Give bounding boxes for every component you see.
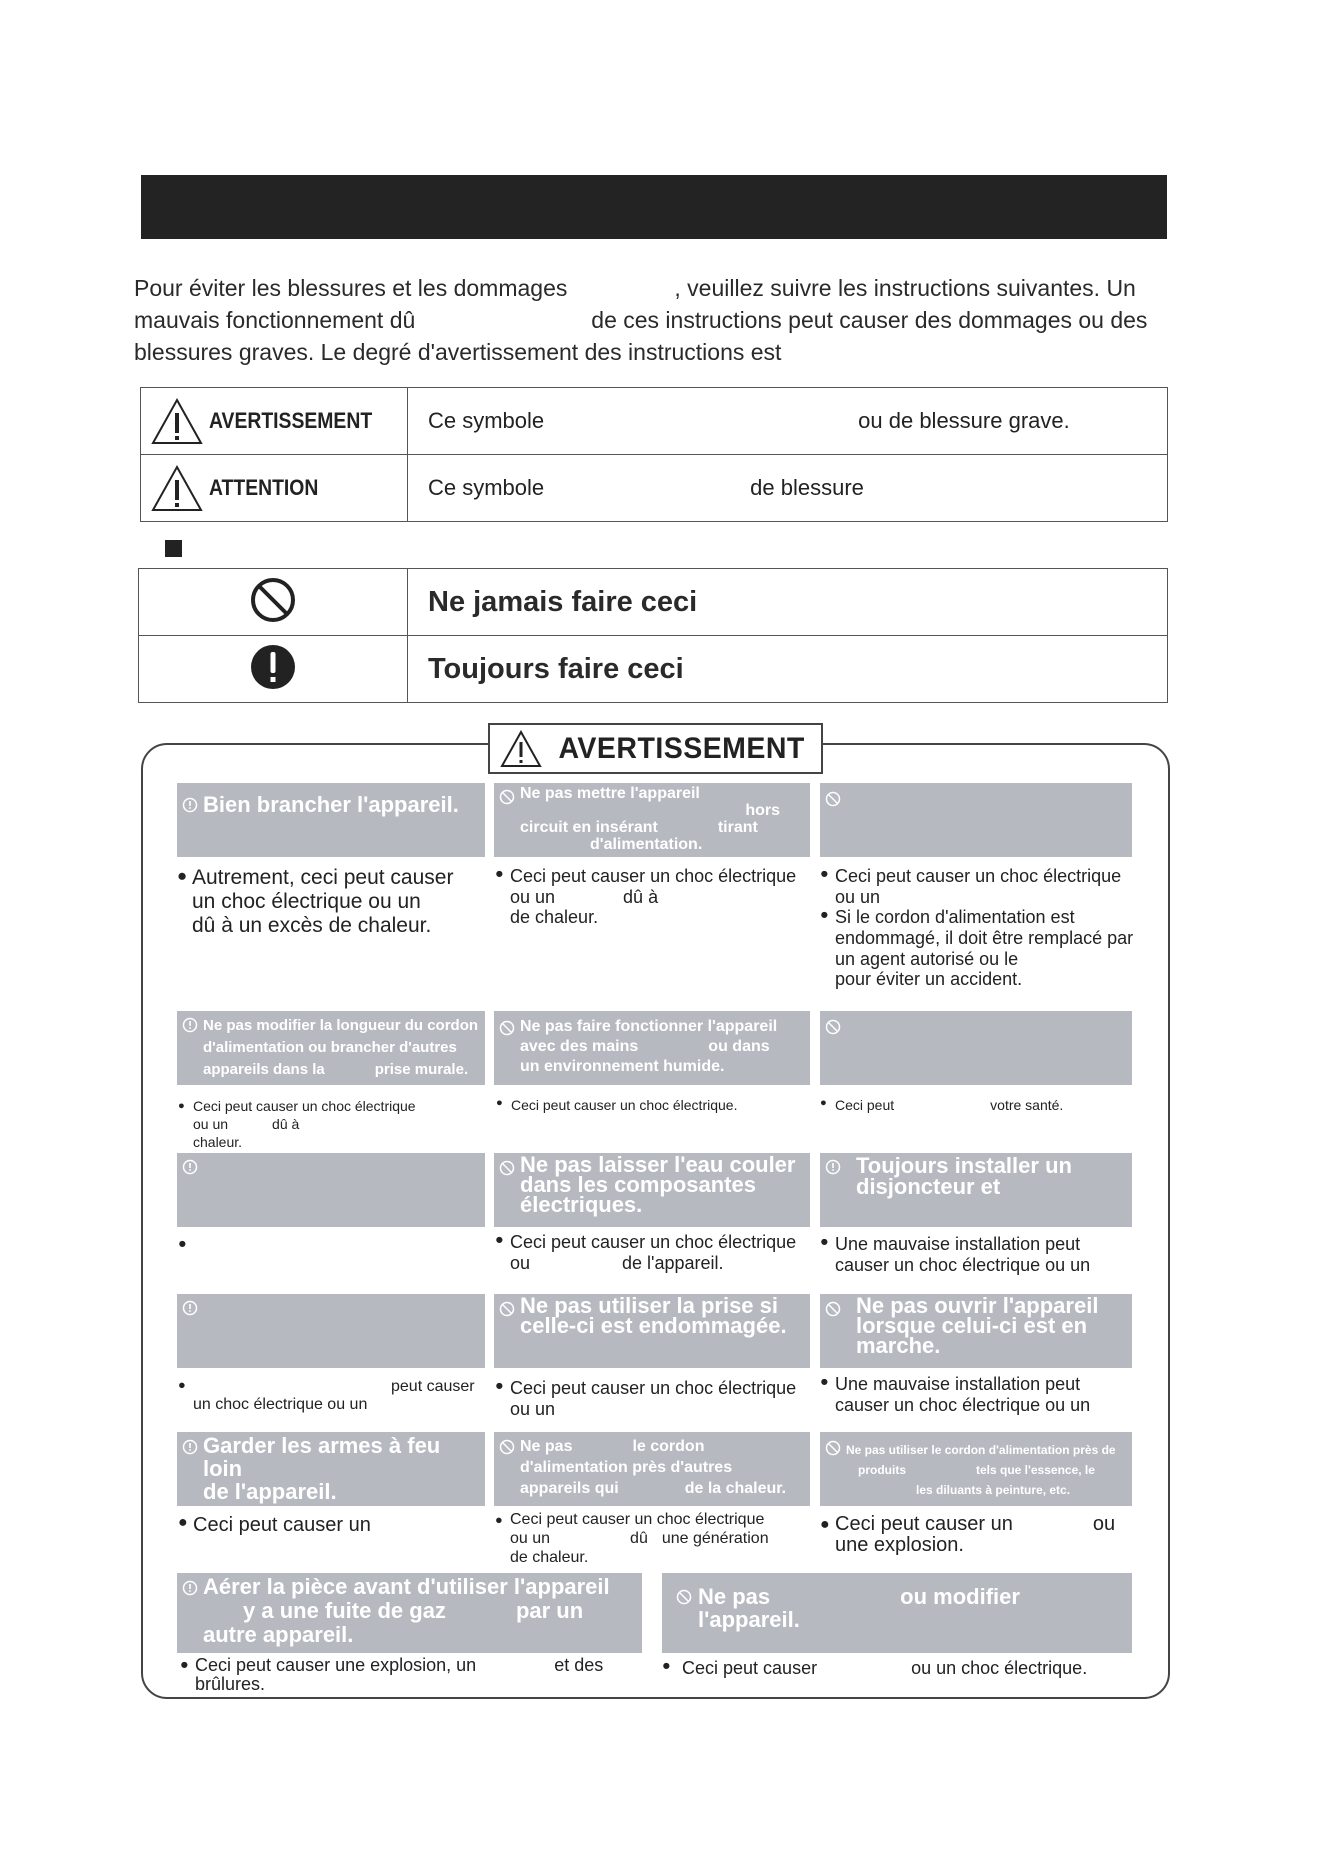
box-text: par un	[515, 1598, 584, 1623]
box-text: ou dans	[708, 1038, 770, 1055]
desc-text: Une mauvaise installation peut causer un choc électrique ou un	[835, 1374, 1091, 1415]
desc-text: brûlures.	[195, 1674, 266, 1694]
box-text: Ne pas utiliser la prise si	[520, 1294, 779, 1318]
desc-text: Autrement, ceci peut causer un choc électrique ou un	[192, 866, 454, 914]
symbol-text: Ne jamais faire ceci	[408, 569, 1168, 636]
mandatory-outline-icon	[182, 1017, 198, 1033]
desc-text: dû	[630, 1530, 648, 1547]
box-text: appareils qui	[520, 1480, 619, 1497]
prohibited-icon	[499, 1160, 515, 1176]
warning-desc	[178, 1378, 488, 1415]
warning-desc	[180, 1656, 640, 1694]
box-text: d'alimentation.	[590, 836, 703, 853]
box-text: produits	[858, 1463, 906, 1477]
desc-text: ou un	[510, 1398, 556, 1419]
warning-title-text: AVERTISSEMENT	[558, 731, 805, 765]
symbol-text: Toujours faire ceci	[408, 636, 1168, 703]
desc-text: Ceci peut causer un choc électrique	[510, 1378, 797, 1398]
level-text: de blessure	[750, 475, 864, 500]
desc-text: Ceci peut causer	[682, 1658, 818, 1678]
warning-desc	[496, 1097, 810, 1113]
box-text: hors	[745, 802, 780, 819]
box-text: ou modifier l'appareil.	[698, 1584, 1020, 1633]
box-text: électriques.	[520, 1192, 643, 1217]
desc-text: ou un	[193, 1116, 229, 1132]
desc-text: ou un	[510, 1530, 551, 1547]
desc-text: chaleur.	[193, 1134, 243, 1150]
desc-text: de chaleur.	[510, 1549, 589, 1566]
box-text: les diluants à peinture, etc.	[916, 1483, 1071, 1497]
box-text: dans les composantes	[520, 1172, 756, 1197]
desc-text: ou un	[510, 886, 556, 907]
desc-text: une explosion.	[835, 1534, 964, 1556]
desc-text: une génération	[661, 1530, 769, 1547]
desc-text: Ceci peut	[835, 1097, 895, 1113]
prohibited-icon	[825, 1440, 841, 1456]
desc-text: Ceci peut causer un choc électrique	[510, 866, 797, 886]
desc-text: et des	[554, 1655, 604, 1675]
level-text: ou de blessure grave.	[858, 408, 1070, 433]
warning-triangle-icon	[151, 397, 203, 445]
prohibited-icon	[499, 1020, 515, 1036]
mandatory-outline-icon	[182, 1439, 198, 1455]
bullet-square	[165, 540, 182, 557]
box-text: marche.	[856, 1333, 941, 1358]
prohibited-icon	[499, 1301, 515, 1317]
warning-desc	[178, 1097, 478, 1151]
prohibited-icon	[249, 576, 297, 624]
warning-box	[494, 1294, 810, 1368]
warning-box	[177, 1573, 642, 1653]
box-text: autre appareil.	[203, 1622, 354, 1647]
level-name: ATTENTION	[209, 475, 319, 500]
desc-text: Ceci peut causer un	[835, 1513, 1013, 1535]
warning-desc	[495, 1378, 815, 1419]
level-text: Ce symbole	[428, 408, 545, 433]
desc-text: pour éviter un accident.	[835, 969, 1023, 990]
box-text: Ne pas laisser l'eau couler	[520, 1153, 796, 1177]
box-text: prise murale.	[374, 1061, 469, 1078]
desc-text: ou un	[835, 886, 881, 907]
warning-box	[662, 1573, 1132, 1653]
box-text: Ne pas ouvrir l'appareil	[856, 1294, 1099, 1318]
warning-box	[820, 1011, 1132, 1085]
desc-text: Si le cordon d'alimentation est endommagé, il doit être remplacé par un agent autorisé ou le	[835, 907, 1134, 969]
warning-desc	[820, 866, 1134, 990]
box-text: tirant	[717, 819, 758, 836]
warning-desc	[820, 1374, 1134, 1415]
intro-text: blessures graves. Le degré d'avertissement des instructions est	[134, 339, 782, 365]
warning-box	[494, 1011, 810, 1085]
warning-box	[820, 783, 1132, 857]
box-text: le cordon	[632, 1438, 705, 1455]
box-text: d'alimentation ou brancher d'autres	[203, 1039, 457, 1056]
level-name: AVERTISSEMENT	[209, 408, 373, 433]
warning-desc	[495, 1232, 815, 1273]
intro-text: , veuillez suivre les instructions suivantes. Un	[674, 275, 1136, 301]
desc-text: ou un choc électrique.	[911, 1658, 1088, 1678]
box-text: circuit en insérant	[520, 819, 658, 836]
box-text: avec des mains	[520, 1038, 639, 1055]
warning-box	[820, 1294, 1132, 1368]
box-text: disjoncteur et	[856, 1174, 1001, 1199]
intro-text: de ces instructions peut causer des dommages ou des	[591, 307, 1148, 333]
desc-text: peut causer	[391, 1378, 475, 1395]
box-text: celle-ci est endommagée.	[520, 1313, 787, 1338]
desc-text: Ceci peut causer un choc électrique.	[511, 1097, 738, 1113]
desc-text: Ceci peut causer un choc électrique	[193, 1098, 416, 1114]
warning-box	[820, 1153, 1132, 1227]
symbols-table	[138, 568, 1168, 703]
warning-desc	[662, 1658, 1132, 1679]
box-text: tels que l'essence, le	[976, 1463, 1095, 1477]
box-text: lorsque celui-ci est en	[856, 1313, 1088, 1338]
box-text: un environnement humide.	[520, 1058, 725, 1075]
prohibited-icon	[676, 1589, 692, 1605]
warning-box	[494, 783, 810, 857]
mandatory-outline-icon	[182, 1300, 198, 1316]
warning-box	[494, 1432, 810, 1506]
warning-desc	[820, 1234, 1134, 1275]
warning-desc	[495, 1510, 815, 1567]
desc-text: de chaleur.	[510, 907, 599, 928]
mandatory-outline-icon	[825, 1159, 841, 1175]
warning-desc	[820, 1097, 1134, 1113]
warning-box	[177, 1294, 485, 1368]
prohibited-icon	[825, 1301, 841, 1317]
warning-desc	[820, 1514, 1134, 1556]
warning-levels-table	[140, 387, 1168, 522]
mandatory-outline-icon	[182, 1580, 198, 1596]
intro-text: Pour éviter les blessures et les dommages	[134, 275, 568, 301]
box-text: de la chaleur.	[684, 1480, 787, 1497]
box-text: de l'appareil.	[203, 1479, 337, 1504]
desc-text: Ceci peut causer un choc électrique	[510, 1232, 797, 1252]
level-text: Ce symbole	[428, 475, 545, 500]
warning-box	[177, 1432, 485, 1506]
mandatory-icon	[249, 643, 297, 691]
warning-box	[177, 1011, 485, 1085]
mandatory-outline-icon	[182, 797, 198, 813]
warning-triangle-icon	[151, 464, 203, 512]
desc-text: votre santé.	[990, 1097, 1064, 1113]
desc-text: Ceci peut causer un	[193, 1514, 371, 1536]
header-bar	[141, 175, 1167, 239]
desc-text: Ceci peut causer un choc électrique	[510, 1511, 765, 1528]
warning-section-title	[488, 723, 823, 774]
box-text: Ne pas	[698, 1584, 771, 1609]
desc-text: Une mauvaise installation peut causer un choc électrique ou un	[835, 1234, 1091, 1275]
desc-text: un choc électrique ou un	[193, 1396, 368, 1414]
warning-triangle-icon	[500, 730, 542, 768]
box-text: appareils dans la	[203, 1061, 325, 1078]
intro-paragraph	[134, 272, 1204, 368]
box-text: Ne pas mettre l'appareil	[520, 785, 700, 802]
warning-box	[177, 783, 485, 857]
box-text: y a une fuite de gaz	[243, 1598, 446, 1623]
warning-desc	[178, 1514, 478, 1537]
desc-text: ou	[1092, 1513, 1116, 1535]
prohibited-icon	[825, 791, 841, 807]
box-text: Toujours installer un	[856, 1153, 1072, 1178]
desc-text: Ceci peut causer un choc électrique	[835, 866, 1122, 886]
warning-box	[177, 1153, 485, 1227]
desc-text: dû à	[623, 886, 659, 907]
warning-desc	[177, 866, 477, 938]
desc-text: ou	[510, 1252, 531, 1273]
intro-text: mauvais fonctionnement dû	[134, 307, 416, 333]
box-text: Ne pas faire fonctionner l'appareil	[520, 1018, 778, 1035]
desc-text: dû à un excès de chaleur.	[192, 914, 432, 938]
box-text: Ne pas utiliser le cordon d'alimentation près de	[846, 1443, 1116, 1457]
box-text: Aérer la pièce avant d'utiliser l'appareil	[203, 1574, 610, 1599]
desc-text: de l'appareil.	[622, 1252, 724, 1273]
desc-text: dû à	[272, 1116, 300, 1132]
box-text: Garder les armes à feu loin	[203, 1433, 441, 1481]
desc-text: Ceci peut causer une explosion, un	[195, 1655, 477, 1675]
box-text: Ne pas modifier la longueur du cordon	[203, 1017, 479, 1034]
warning-desc	[495, 866, 815, 928]
prohibited-icon	[499, 789, 515, 805]
warning-box	[820, 1432, 1132, 1506]
box-text: Ne pas	[520, 1438, 573, 1455]
box-text: d'alimentation près d'autres	[520, 1459, 733, 1476]
box-text: Bien brancher l'appareil.	[203, 792, 459, 817]
prohibited-icon	[499, 1439, 515, 1455]
mandatory-outline-icon	[182, 1159, 198, 1175]
warning-box	[494, 1153, 810, 1227]
prohibited-icon	[825, 1019, 841, 1035]
